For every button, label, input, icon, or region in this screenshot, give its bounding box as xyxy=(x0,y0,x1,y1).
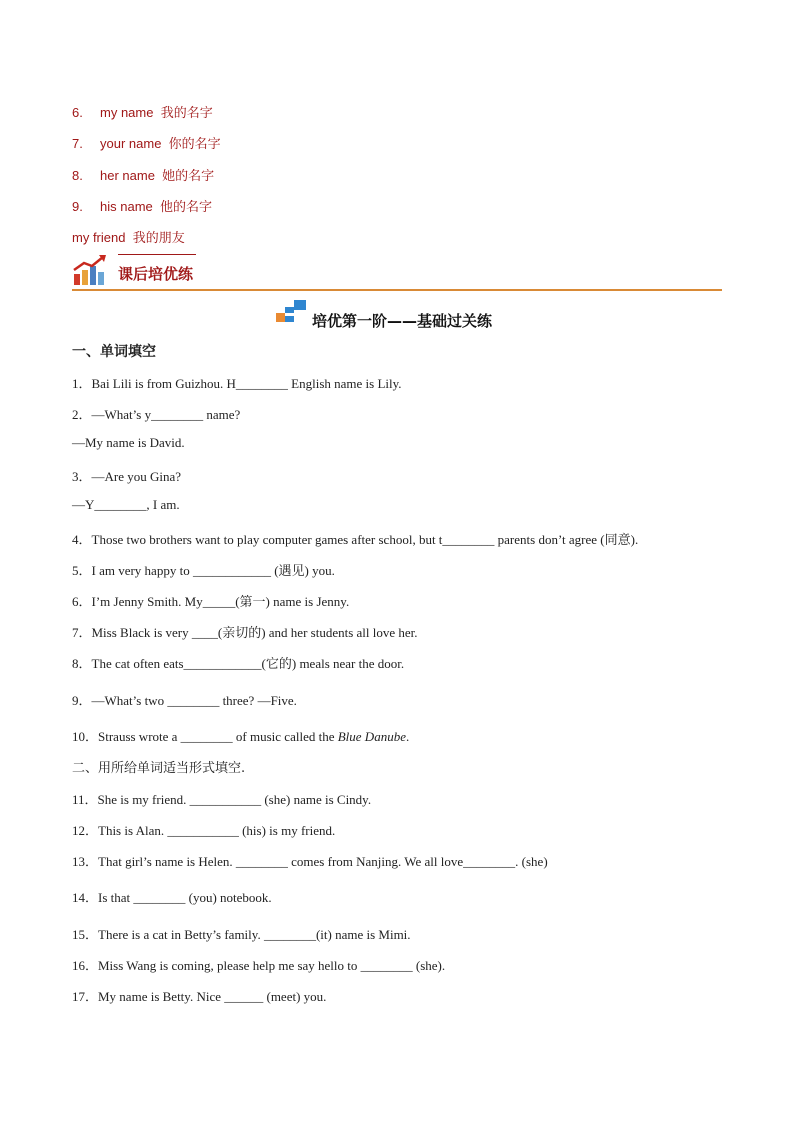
vocab-english: my friend xyxy=(72,230,126,245)
question-line: —My name is David. xyxy=(72,435,185,450)
section-divider xyxy=(72,289,722,291)
question-line: 2．—What’s y________ name? xyxy=(72,407,241,422)
question-line xyxy=(72,726,409,745)
vocab-english: her name xyxy=(100,168,155,183)
question-line: 11．She is my friend. ___________ (she) name is Cindy. xyxy=(72,792,372,807)
vocab-item xyxy=(72,133,221,152)
question-text: 10．Strauss wrote a ________ of music called the xyxy=(72,729,338,744)
question-line: —Y________, I am. xyxy=(72,497,180,512)
part-heading: 二、用所给单词适当形式填空. xyxy=(72,761,246,776)
steps-icon xyxy=(275,298,311,324)
vocab-item xyxy=(72,227,185,246)
question-line: 7．Miss Black is very ____(亲切的) and her students all love her. xyxy=(72,625,418,640)
vocab-number: 7. xyxy=(72,136,83,151)
vocab-number: 6. xyxy=(72,105,83,120)
section-underline xyxy=(118,254,196,255)
question-text: . xyxy=(405,729,410,744)
question-line: 6．I’m Jenny Smith. My_____(第一) name is Jenny. xyxy=(72,594,350,609)
part-heading: 一、单词填空 xyxy=(72,344,156,360)
vocab-item xyxy=(72,102,213,121)
question-line: 12．This is Alan. ___________ (his) is my friend. xyxy=(72,823,336,838)
question-line: 9．—What’s two ________ three? —Five. xyxy=(72,693,297,708)
question-line: 14．Is that ________ (you) notebook. xyxy=(72,890,272,905)
vocab-number: 8. xyxy=(72,168,83,183)
question-line: 13．That girl’s name is Helen. ________ comes from Nanjing. We all love________. (she) xyxy=(72,854,548,869)
vocab-chinese: 我的朋友 xyxy=(132,230,185,245)
vocab-chinese: 她的名字 xyxy=(162,168,215,183)
vocab-item xyxy=(72,165,214,184)
question-line: 3．—Are you Gina? xyxy=(72,469,182,484)
question-line: 8．The cat often eats____________(它的) meals near the door. xyxy=(72,656,405,671)
vocab-english: his name xyxy=(100,199,153,214)
vocab-chinese: 你的名字 xyxy=(168,136,221,151)
section-title: 课后培优练 xyxy=(118,265,194,283)
question-line: 4．Those two brothers want to play computer games after school, but t________ parents don’t agree (同意). xyxy=(72,532,639,547)
vocab-chinese: 我的名字 xyxy=(160,105,213,120)
vocab-english: your name xyxy=(100,136,162,151)
question-line: 1．Bai Lili is from Guizhou. H________ English name is Lily. xyxy=(72,376,402,391)
question-line: 17．My name is Betty. Nice ______ (meet) you. xyxy=(72,989,327,1004)
chart-growth-icon xyxy=(72,254,108,286)
question-line: 5．I am very happy to ____________ (遇见) you. xyxy=(72,563,335,578)
vocab-english: my name xyxy=(100,105,154,120)
question-line: 16．Miss Wang is coming, please help me say hello to ________ (she). xyxy=(72,958,446,973)
vocab-item xyxy=(72,196,212,215)
music-title: Blue Danube xyxy=(337,729,406,744)
vocab-chinese: 他的名字 xyxy=(159,199,212,214)
vocab-number: 9. xyxy=(72,199,83,214)
subsection-title: 培优第一阶——基础过关练 xyxy=(312,312,493,330)
question-line: 15．There is a cat in Betty’s family. ________(it) name is Mimi. xyxy=(72,927,411,942)
